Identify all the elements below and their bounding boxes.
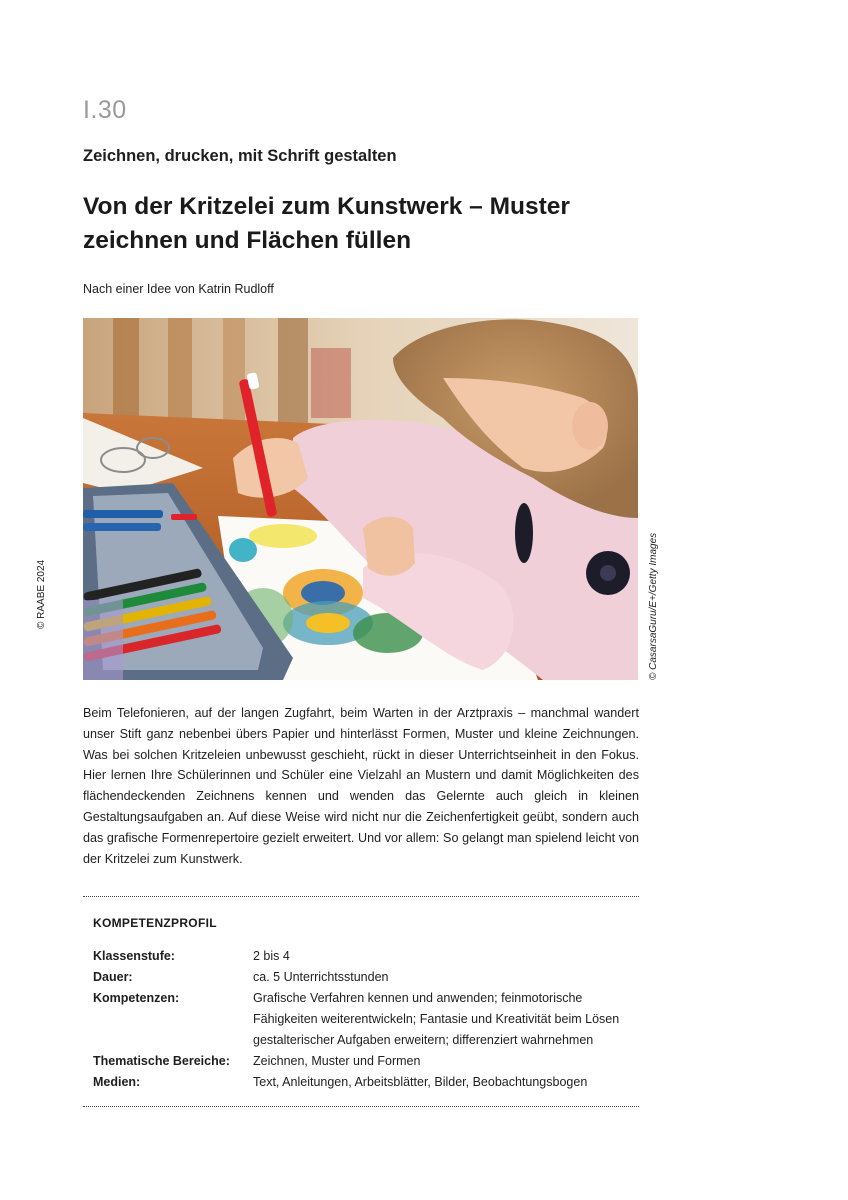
intro-paragraph: Beim Telefonieren, auf der langen Zugfahrt, beim Warten in der Arztpraxis – manchmal wandert unser Stift ganz nebenbei übers Papier und hinterlässt Formen, Muster und kleine Zeichnungen. Was bei solchen Kritzeleien unbewusst geschieht, rückt in dieser Unterrichtseinheit in den Fokus. Hier lernen Ihre Schülerinnen und Schüler eine Vielzahl an Mustern und damit Möglichkeiten des flächendeckenden Zeichnens kennen und wenden das Gelernte auch gleich in kleinen Gestaltungsaufgaben an. Auf diese Weise wird nicht nur die Zeichenfertigkeit geübt, sondern auch das grafische Formenrepertoire gezielt erweitert. Und vor allem: So gelangt man spielend leicht von der Kritzelei zum Kunstwerk. [83,706,639,866]
photo-illustration [83,318,638,680]
profile-label: Kompetenzen: [93,991,180,1005]
dotted-divider-bottom [83,1106,639,1107]
profile-value: Zeichnen, Muster und Formen [253,1054,421,1068]
profile-label: Dauer: [93,970,133,984]
child-drawing-photo [83,318,638,680]
author-line: Nach einer Idee von Katrin Rudloff [83,282,274,296]
photo-credit-text: © CasarsaGuru/E+/Getty Images [648,532,659,680]
page-title: Von der Kritzelei zum Kunstwerk – Muster zeichnen und Flächen füllen [83,193,570,254]
table-row [93,967,638,988]
competence-profile-table [93,946,638,1093]
profile-value: Text, Anleitungen, Arbeitsblätter, Bilder, Beobachtungsbogen [253,1075,588,1089]
profile-label: Thematische Bereiche: [93,1054,230,1068]
table-row [93,1051,638,1072]
table-row [93,988,638,1051]
dotted-divider-top [83,896,639,897]
profile-value: Grafische Verfahren kennen und anwenden; feinmotorische Fähigkeiten weiterentwickeln; Fantasie und Kreativität beim Lösen gestalterischer Aufgaben erweitern; differenziert wahrnehmen [253,991,620,1047]
profile-heading: KOMPETENZPROFIL [93,916,217,930]
table-row [93,946,638,967]
profile-value: ca. 5 Unterrichtsstunden [253,970,389,984]
table-row [93,1072,638,1093]
profile-label: Klassenstufe: [93,949,175,963]
section-number: I.30 [83,96,127,124]
profile-label: Medien: [93,1075,141,1089]
profile-value: 2 bis 4 [253,949,290,963]
side-copyright-text: © RAABE 2024 [36,559,47,629]
subject-heading: Zeichnen, drucken, mit Schrift gestalten [83,147,397,165]
